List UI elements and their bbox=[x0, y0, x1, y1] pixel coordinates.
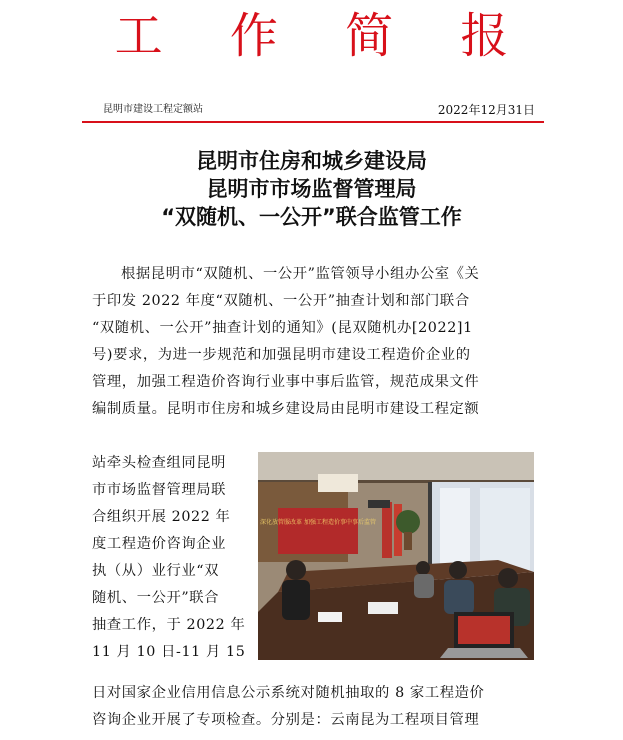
masthead-title: 工 作 简 报 bbox=[114, 8, 535, 64]
title-line-2: 昆明市市场监督管理局 bbox=[206, 177, 417, 201]
title-line-3: “双随机、一公开”联合监管工作 bbox=[161, 205, 462, 229]
paragraph-1 bbox=[92, 261, 538, 423]
paragraph-line: 合组织开展 2022 年 bbox=[92, 509, 231, 525]
paragraph-line: 号)要求，为进一步规范和加强昆明市建设工程造价企业的 bbox=[92, 347, 471, 363]
paragraph-line: 日对国家企业信用信息公示系统对随机抽取的 8 家工程造价 bbox=[92, 685, 485, 701]
issue-date: 2022年12月31日 bbox=[437, 103, 535, 117]
paragraph-line: 咨询企业开展了专项检查。分别是：云南昆为工程项目管理 bbox=[92, 712, 480, 728]
paragraph-line: 11 月 10 日-11 月 15 bbox=[92, 644, 246, 660]
title-line-1: 昆明市住房和城乡建设局 bbox=[196, 149, 427, 173]
article-title bbox=[0, 147, 623, 231]
paragraph-line: 于印发 2022 年度“双随机、一公开”抽查计划和部门联合 bbox=[92, 293, 470, 309]
paragraph-line: 抽查工作，于 2022 年 bbox=[92, 617, 246, 633]
paragraph-line: 管理，加强工程造价咨询行业事中事后监管，规范成果文件 bbox=[92, 374, 480, 390]
paragraph-line: 站牵头检查组同昆明 bbox=[92, 455, 227, 471]
screen-text: 深化放管服改革 加强工程造价事中事后监管 bbox=[260, 519, 376, 526]
paragraph-line: 度工程造价咨询企业 bbox=[92, 536, 227, 552]
paragraph-line: 编制质量。昆明市住房和城乡建设局由昆明市建设工程定额 bbox=[92, 401, 480, 417]
paragraph-continued bbox=[92, 680, 538, 734]
issuing-organization: 昆明市建设工程定额站 bbox=[103, 104, 203, 115]
paragraph-line: 根据昆明市“双随机、一公开”监管领导小组办公室《关 bbox=[121, 266, 480, 282]
paragraph-line: 市市场监督管理局联 bbox=[92, 482, 227, 498]
red-divider bbox=[82, 121, 544, 123]
meeting-photo bbox=[258, 452, 534, 660]
issue-header bbox=[103, 101, 535, 119]
paragraph-line: 执（从）业行业“双 bbox=[92, 563, 220, 579]
paragraph-line: “双随机、一公开”抽查计划的通知》(昆双随机办[2022]1 bbox=[92, 320, 473, 336]
paragraph-wrapped-text bbox=[92, 450, 252, 666]
paragraph-line: 随机、一公开”联合 bbox=[92, 590, 220, 606]
